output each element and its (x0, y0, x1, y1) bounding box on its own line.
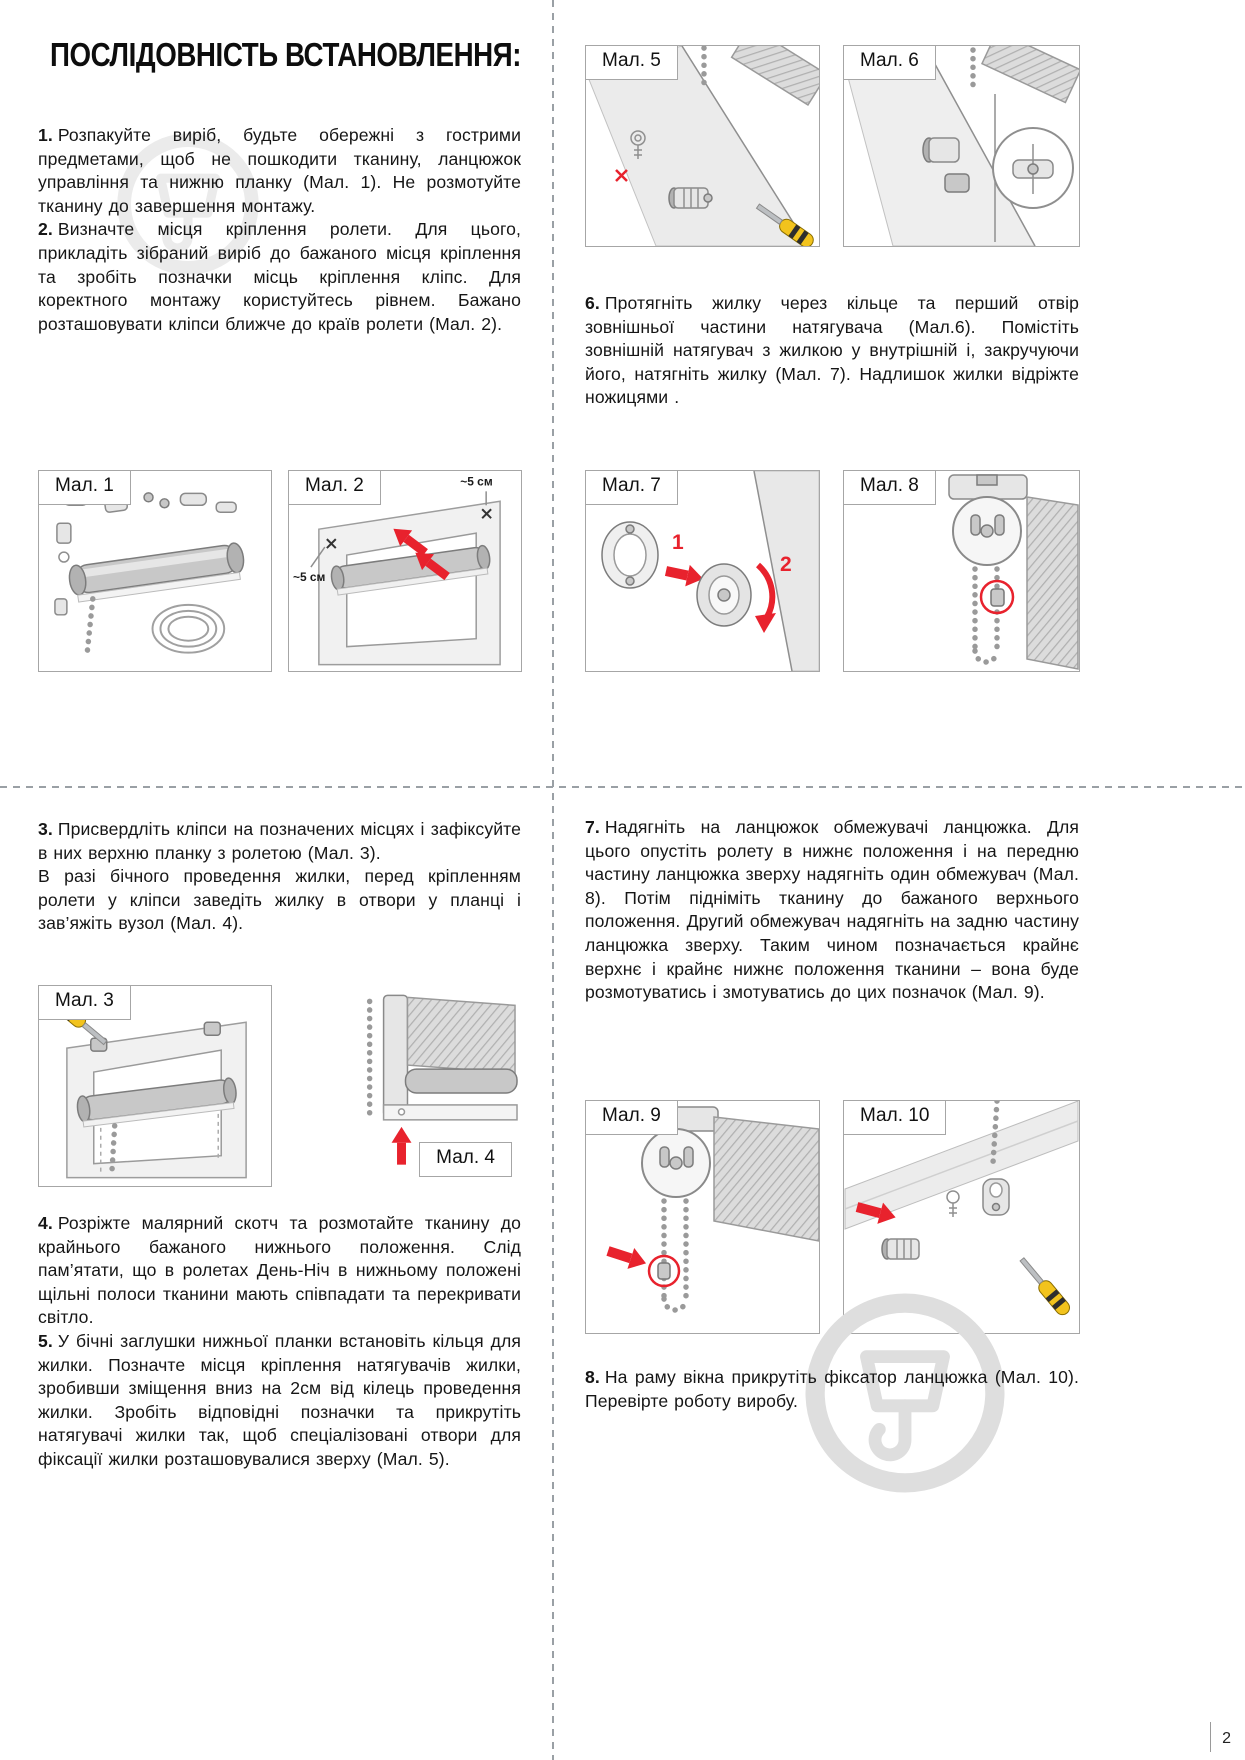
inner-tensioner-part (697, 564, 751, 626)
step-4 (38, 1212, 521, 1330)
bead-chain (87, 599, 93, 657)
figure-9 (585, 1100, 820, 1334)
figure-2 (288, 470, 522, 672)
figure-4-label: Мал. 4 (419, 1142, 512, 1177)
figure-7-label: Мал. 7 (585, 470, 678, 505)
figure-2-label: Мал. 2 (288, 470, 381, 505)
marker-1: 1 (672, 531, 684, 554)
fabric-roll (982, 46, 1079, 102)
figure-1-label: Мал. 1 (38, 470, 131, 505)
step-2 (38, 218, 521, 336)
cord-tensioner-part (882, 1239, 919, 1259)
fabric-roll (407, 997, 515, 1073)
figure-10-illustration (844, 1101, 1079, 1333)
figure-9-illustration (586, 1101, 819, 1333)
screwdriver-icon (1017, 1255, 1073, 1318)
roller-end-cap (953, 497, 1021, 565)
outer-tensioner-part (602, 522, 658, 588)
page-title (50, 36, 590, 74)
side-plate (384, 995, 408, 1116)
eyelet-screw-part (947, 1191, 959, 1217)
chain-limiter-part (991, 589, 1004, 606)
position-mark-x (616, 170, 627, 181)
steps-4-5-block (38, 1212, 521, 1472)
fabric-panel (714, 1117, 819, 1241)
step-3-text-2: В разі бічного проведення жилки, перед кріпленням ролети у кліпси заведіть жилку в отвори у планці і зав’яжіть вузол (Мал. 4). (38, 866, 521, 934)
step-6-number: 6. (585, 293, 600, 313)
fabric-roll (732, 46, 819, 105)
step-3-text: Присвердліть кліпси на позначених місцях і зафіксуйте в них верхню планку з ролетою (Мал. 3). (38, 819, 521, 863)
figure-7 (585, 470, 820, 672)
step-4-text: Розріжте малярний скотч та розмотайте тканину до крайнього бажаного нижнього положення. Слід пам’ятати, що в ролетах День-Ніч в нижньому положені щільні полоси тканини мають співпадати та перекривати світло. (38, 1213, 521, 1328)
rotation-arrow-icon (758, 565, 772, 617)
figure-10-label: Мал. 10 (843, 1100, 946, 1135)
step-8-text: На раму вікна прикрутіть фіксатор ланцюжка (Мал. 10). Перевірте роботу виробу. (585, 1367, 1079, 1411)
magnifier-detail-icon (993, 128, 1073, 208)
step-3 (38, 818, 521, 865)
ring-part (59, 552, 69, 562)
step-3-block (38, 818, 521, 936)
end-cap-part (180, 493, 206, 505)
roller-tube (405, 1069, 517, 1093)
fabric-panel (1027, 497, 1078, 669)
step-2-number: 2. (38, 219, 53, 240)
step-7 (585, 816, 1079, 1005)
step-5-text: У бічні заглушки нижньої планки встановіть кільця для жилки. Позначте місця кріплення натягувачів жилки, зробивши зміщення вниз на 2см від кілець проведення жилки. Зробіть відповідні позначки та прикрутіть натягувачі жилки так, щоб спеціалізовані отвори для фіксації жилки розташовувалися зверху (Мал. 5). (38, 1330, 521, 1469)
step-5 (38, 1330, 521, 1472)
figure-5 (585, 45, 820, 247)
step-2-text: Визначте місця кріплення ролети. Для цього, прикладіть зібраний виріб до бажаного місця кріплення та зробіть позначки місць кріплення кліпс. Для коректного монтажу користуйтесь рівнем. Бажано розташовувати кліпси ближче до країв ролети (Мал. 2). (38, 219, 521, 334)
figure-8-label: Мал. 8 (843, 470, 936, 505)
bracket-notch (977, 475, 997, 485)
screw-icon (144, 493, 153, 502)
bead-chain (112, 1126, 115, 1176)
page-number-divider (1210, 1722, 1211, 1752)
cord-hole (399, 1109, 405, 1115)
chain-fixator-part (983, 1179, 1009, 1215)
step-7-number: 7. (585, 817, 600, 837)
step-8-block (585, 1366, 1079, 1413)
chain-limiter-part (658, 1263, 670, 1279)
step-3-number: 3. (38, 819, 53, 839)
screw-icon (160, 499, 169, 508)
rotation-arrow-head (755, 613, 776, 633)
step-6-block (585, 292, 1079, 410)
steps-1-2-block (38, 124, 521, 336)
divider-vertical-dashed (552, 0, 554, 1760)
figure-6-label: Мал. 6 (843, 45, 936, 80)
step-1-number: 1. (38, 125, 53, 145)
step-3-continued (38, 865, 521, 936)
step-8 (585, 1366, 1079, 1413)
dimension-label: ~5 см (460, 474, 493, 489)
small-part (55, 599, 67, 615)
clip-part (204, 1022, 220, 1035)
cord-tensioner-part (669, 188, 712, 208)
bead-chain-loop (664, 1299, 686, 1310)
red-arrow-icon (392, 1127, 412, 1165)
bead-chain-loop (975, 651, 997, 662)
step-7-text: Надягніть на ланцюжок обмежувачі ланцюжка. Для цього опустіть ролету в нижнє положення і на передню частину ланцюжка зверху надягніть один обмежувач (Мал. 8). Потім підніміть тканину до бажаного верхнього положення. Другий обмежувач надягніть на задню частину ланцюжка зверху. Таким чином позначається крайнє верхнє і крайнє нижнє положення тканини – вона буде розмотуватись і змотуватись до цих позначок (Мал. 9). (585, 817, 1079, 1003)
figure-9-label: Мал. 9 (585, 1100, 678, 1135)
step-6 (585, 292, 1079, 410)
page-number: 2 (1222, 1730, 1231, 1747)
step-1 (38, 124, 521, 218)
figure-3 (38, 985, 272, 1187)
figure-10 (843, 1100, 1080, 1334)
step-4-number: 4. (38, 1213, 53, 1233)
red-arrow-icon (605, 1241, 650, 1274)
figure-3-label: Мал. 3 (38, 985, 131, 1020)
step-5-number: 5. (38, 1330, 53, 1351)
step-8-number: 8. (585, 1367, 600, 1387)
step-7-block (585, 816, 1079, 1005)
dimension-label: ~5 см (292, 569, 326, 584)
figure-6 (843, 45, 1080, 247)
divider-horizontal-dashed (0, 786, 1245, 788)
page-title-text: ПОСЛІДОВНІСТЬ ВСТАНОВЛЕННЯ: (50, 36, 522, 73)
figure-4 (288, 985, 520, 1185)
roller-with-fabric (68, 542, 247, 603)
step-6-text: Протягніть жилку через кільце та перший отвір зовнішньої частини натягувача (Мал.6). Помістіть зовнішній натягувач з жилкою у внутрішній і, закручуючи його, натягніть жилку (Мал. 7). Надлишок жилки відріжте ножицями . (585, 293, 1079, 408)
roller-end-cap (642, 1129, 710, 1197)
small-part (216, 502, 236, 512)
step-1-text: Розпакуйте виріб, будьте обережні з гострими предметами, щоб не пошкодити тканину, ланцюжок управління та нижню планку (Мал. 1). Не розмотуйте тканину до завершення монтажу. (38, 125, 521, 216)
marker-2: 2 (780, 553, 792, 576)
figure-8 (843, 470, 1080, 672)
figure-1 (38, 470, 272, 672)
figure-5-label: Мал. 5 (585, 45, 678, 80)
clip-part (57, 523, 71, 543)
cord-coil (153, 605, 225, 653)
